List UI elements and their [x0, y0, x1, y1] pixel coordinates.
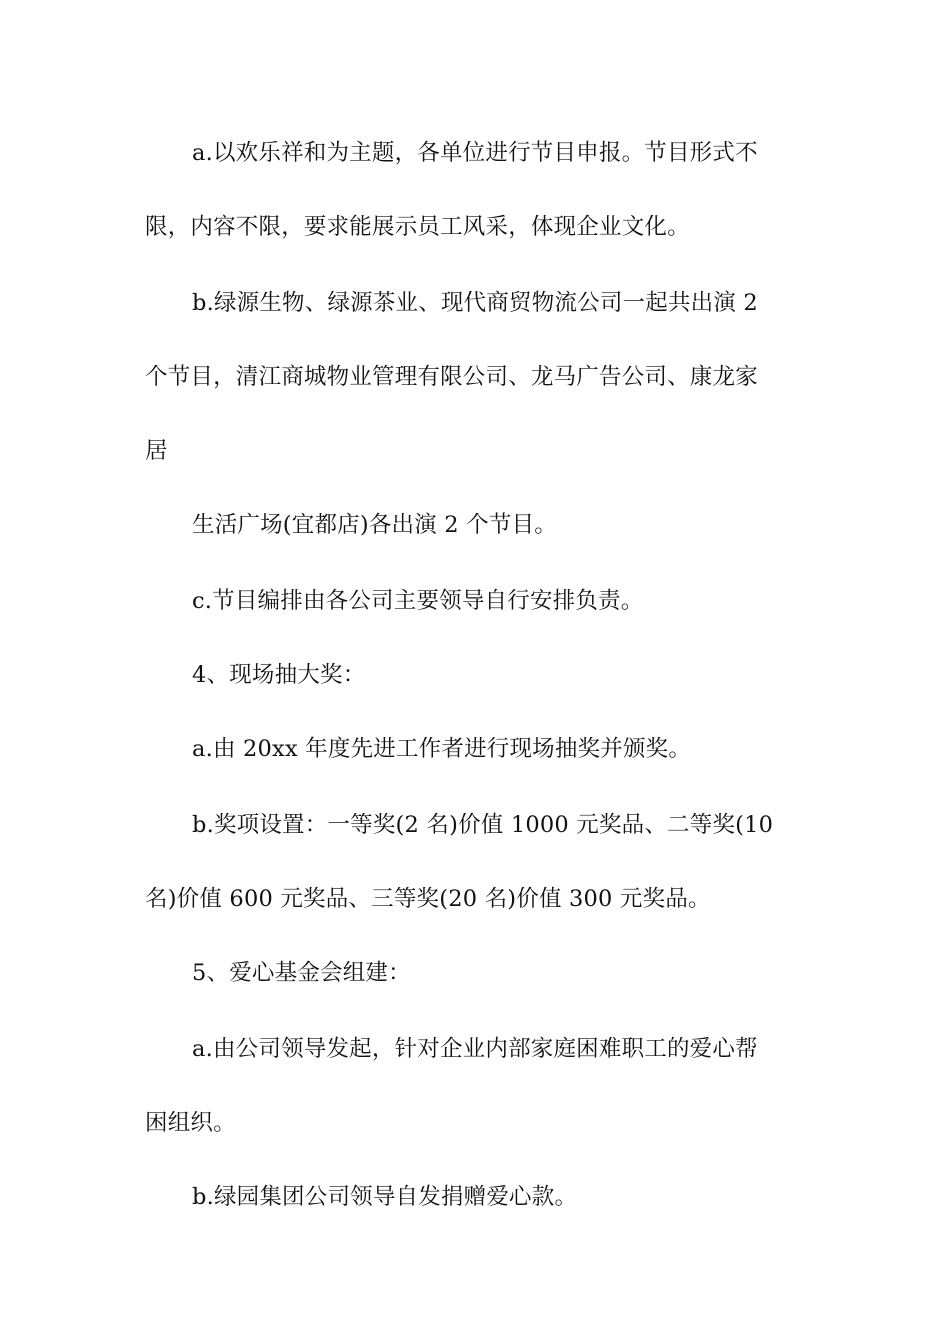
paragraph-line: 困组织。	[145, 1110, 236, 1136]
paragraph-line: 个节目，清江商城物业管理有限公司、龙马广告公司、康龙家	[145, 364, 758, 390]
paragraph-line: 生活广场(宜都店)各出演 2 个节目。	[192, 512, 557, 538]
section-heading: 5、爱心基金会组建：	[192, 960, 411, 986]
paragraph-line: a.由公司领导发起，针对企业内部家庭困难职工的爱心帮	[192, 1036, 758, 1062]
paragraph-line: c.节目编排由各公司主要领导自行安排负责。	[192, 588, 644, 614]
paragraph-line: a.由 20xx 年度先进工作者进行现场抽奖并颁奖。	[192, 736, 692, 762]
paragraph-line: 名)价值 600 元奖品、三等奖(20 名)价值 300 元奖品。	[145, 886, 711, 912]
paragraph-line: a.以欢乐祥和为主题，各单位进行节目申报。节目形式不	[192, 140, 758, 166]
paragraph-line: b.绿源生物、绿源茶业、现代商贸物流公司一起共出演 2	[192, 290, 758, 316]
paragraph-line: b.奖项设置：一等奖(2 名)价值 1000 元奖品、二等奖(10	[192, 812, 774, 838]
section-heading: 4、现场抽大奖：	[192, 662, 366, 688]
paragraph-line: 居	[145, 438, 168, 464]
paragraph-line: 限，内容不限，要求能展示员工风采，体现企业文化。	[145, 214, 690, 240]
paragraph-line: b.绿园集团公司领导自发捐赠爱心款。	[192, 1184, 578, 1210]
